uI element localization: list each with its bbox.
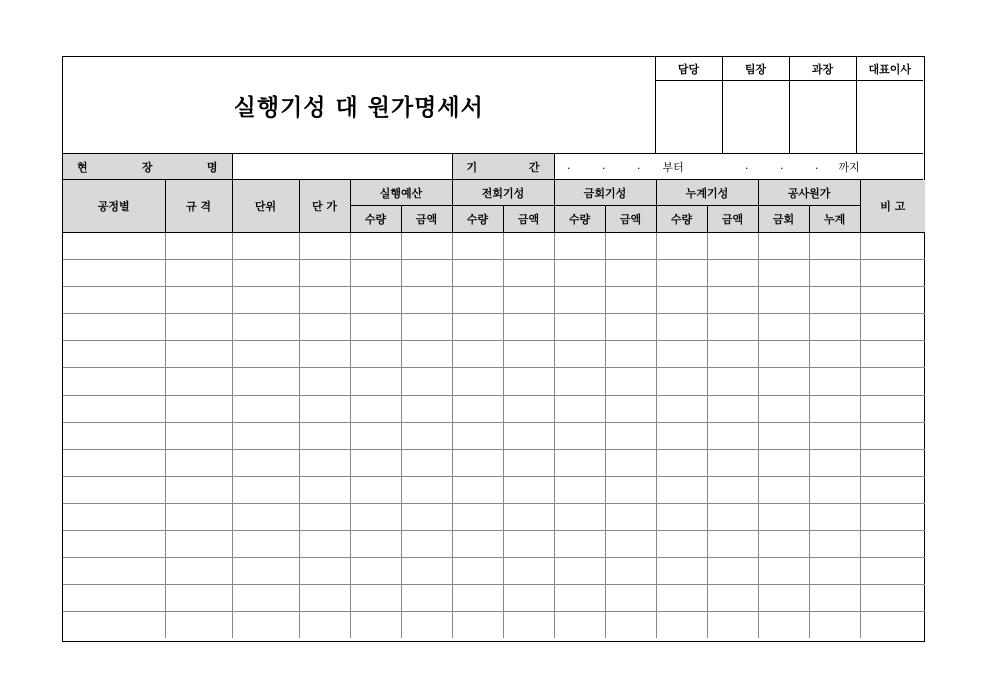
table-cell[interactable] bbox=[452, 395, 503, 422]
col-unit-price: 단 가 bbox=[299, 180, 350, 233]
table-cell[interactable] bbox=[860, 531, 925, 558]
table-cell[interactable] bbox=[165, 314, 232, 341]
table-cell[interactable] bbox=[299, 260, 350, 287]
cost-statement-sheet bbox=[62, 56, 925, 642]
table-cell[interactable] bbox=[165, 233, 232, 260]
table-cell[interactable] bbox=[758, 476, 809, 503]
table-cell[interactable] bbox=[232, 233, 299, 260]
approval-label-section-chief: 과장 bbox=[789, 57, 856, 81]
table-row bbox=[63, 341, 925, 368]
table-cell[interactable] bbox=[452, 476, 503, 503]
table-cell[interactable] bbox=[63, 531, 165, 558]
table-cell[interactable] bbox=[809, 368, 860, 395]
table-cell[interactable] bbox=[350, 612, 401, 639]
table-cell[interactable] bbox=[401, 368, 452, 395]
period-label: 기 간 bbox=[452, 154, 554, 180]
site-name-field[interactable] bbox=[232, 154, 452, 180]
table-cell[interactable] bbox=[605, 233, 656, 260]
sub-qty: 수량 bbox=[554, 206, 605, 233]
group-previous-progress: 전회기성 bbox=[452, 180, 554, 206]
table-cell[interactable] bbox=[605, 287, 656, 314]
sub-amount: 금액 bbox=[401, 206, 452, 233]
table-cell[interactable] bbox=[165, 503, 232, 530]
table-cell[interactable] bbox=[656, 503, 707, 530]
sub-qty: 수량 bbox=[452, 206, 503, 233]
table-cell[interactable] bbox=[63, 260, 165, 287]
table-cell[interactable] bbox=[452, 531, 503, 558]
table-cell[interactable] bbox=[165, 531, 232, 558]
header-block bbox=[63, 57, 923, 153]
table-cell[interactable] bbox=[503, 476, 554, 503]
table-cell[interactable] bbox=[401, 476, 452, 503]
cost-grid bbox=[63, 180, 925, 638]
sub-cost-current: 금회 bbox=[758, 206, 809, 233]
table-row bbox=[63, 233, 925, 260]
table-cell[interactable] bbox=[707, 422, 758, 449]
table-cell[interactable] bbox=[503, 422, 554, 449]
table-cell[interactable] bbox=[758, 558, 809, 585]
table-cell[interactable] bbox=[299, 395, 350, 422]
table-cell[interactable] bbox=[401, 395, 452, 422]
table-cell[interactable] bbox=[758, 531, 809, 558]
table-cell[interactable] bbox=[503, 287, 554, 314]
site-name-label: 현 장 명 bbox=[63, 154, 232, 180]
table-cell[interactable] bbox=[809, 585, 860, 612]
table-cell[interactable] bbox=[707, 314, 758, 341]
table-row bbox=[63, 314, 925, 341]
table-cell[interactable] bbox=[452, 585, 503, 612]
table-cell[interactable] bbox=[758, 314, 809, 341]
table-cell[interactable] bbox=[809, 422, 860, 449]
table-cell[interactable] bbox=[656, 449, 707, 476]
table-cell[interactable] bbox=[401, 585, 452, 612]
table-cell[interactable] bbox=[809, 531, 860, 558]
table-cell[interactable] bbox=[401, 531, 452, 558]
table-cell[interactable] bbox=[232, 422, 299, 449]
table-cell[interactable] bbox=[707, 368, 758, 395]
table-cell[interactable] bbox=[554, 287, 605, 314]
table-cell[interactable] bbox=[232, 531, 299, 558]
col-unit: 단위 bbox=[232, 180, 299, 233]
table-cell[interactable] bbox=[860, 287, 925, 314]
table-cell[interactable] bbox=[860, 314, 925, 341]
table-cell[interactable] bbox=[63, 476, 165, 503]
table-row bbox=[63, 395, 925, 422]
sub-amount: 금액 bbox=[605, 206, 656, 233]
table-cell[interactable] bbox=[809, 341, 860, 368]
table-cell[interactable] bbox=[452, 449, 503, 476]
table-cell[interactable] bbox=[401, 233, 452, 260]
table-cell[interactable] bbox=[299, 612, 350, 639]
table-cell[interactable] bbox=[554, 368, 605, 395]
table-cell[interactable] bbox=[707, 612, 758, 639]
table-cell[interactable] bbox=[758, 449, 809, 476]
table-cell[interactable] bbox=[452, 287, 503, 314]
table-cell[interactable] bbox=[860, 476, 925, 503]
table-cell[interactable] bbox=[656, 585, 707, 612]
table-cell[interactable] bbox=[63, 314, 165, 341]
table-cell[interactable] bbox=[503, 449, 554, 476]
approval-sign-manager[interactable] bbox=[655, 81, 722, 153]
table-cell[interactable] bbox=[299, 341, 350, 368]
table-cell[interactable] bbox=[299, 368, 350, 395]
table-cell[interactable] bbox=[350, 558, 401, 585]
table-cell[interactable] bbox=[401, 260, 452, 287]
table-cell[interactable] bbox=[165, 612, 232, 639]
table-cell[interactable] bbox=[350, 287, 401, 314]
table-cell[interactable] bbox=[232, 341, 299, 368]
table-cell[interactable] bbox=[503, 612, 554, 639]
table-cell[interactable] bbox=[758, 422, 809, 449]
col-spec: 규 격 bbox=[165, 180, 232, 233]
table-cell[interactable] bbox=[758, 585, 809, 612]
table-cell[interactable] bbox=[350, 233, 401, 260]
sub-qty: 수량 bbox=[656, 206, 707, 233]
table-cell[interactable] bbox=[299, 476, 350, 503]
approval-label-ceo: 대표이사 bbox=[856, 57, 923, 81]
table-cell[interactable] bbox=[503, 558, 554, 585]
table-cell[interactable] bbox=[809, 612, 860, 639]
table-cell[interactable] bbox=[452, 558, 503, 585]
table-cell[interactable] bbox=[860, 341, 925, 368]
table-cell[interactable] bbox=[401, 503, 452, 530]
table-cell[interactable] bbox=[452, 341, 503, 368]
table-cell[interactable] bbox=[63, 422, 165, 449]
table-cell[interactable] bbox=[503, 260, 554, 287]
table-cell[interactable] bbox=[63, 585, 165, 612]
table-cell[interactable] bbox=[605, 314, 656, 341]
table-cell[interactable] bbox=[232, 585, 299, 612]
table-cell[interactable] bbox=[63, 233, 165, 260]
table-cell[interactable] bbox=[299, 233, 350, 260]
table-row bbox=[63, 531, 925, 558]
table-row bbox=[63, 287, 925, 314]
table-cell[interactable] bbox=[350, 531, 401, 558]
table-cell[interactable] bbox=[605, 341, 656, 368]
table-cell[interactable] bbox=[165, 287, 232, 314]
table-cell[interactable] bbox=[452, 612, 503, 639]
sub-cost-total: 누계 bbox=[809, 206, 860, 233]
table-cell[interactable] bbox=[656, 558, 707, 585]
table-cell[interactable] bbox=[401, 612, 452, 639]
table-cell[interactable] bbox=[350, 341, 401, 368]
sub-amount: 금액 bbox=[503, 206, 554, 233]
table-cell[interactable] bbox=[503, 585, 554, 612]
table-row bbox=[63, 558, 925, 585]
table-row bbox=[63, 476, 925, 503]
table-cell[interactable] bbox=[656, 612, 707, 639]
table-cell[interactable] bbox=[605, 260, 656, 287]
table-row bbox=[63, 612, 925, 639]
approval-sign-ceo[interactable] bbox=[856, 81, 923, 153]
approval-sign-team-lead[interactable] bbox=[722, 81, 789, 153]
table-cell[interactable] bbox=[707, 233, 758, 260]
table-cell[interactable] bbox=[860, 233, 925, 260]
table-cell[interactable] bbox=[63, 287, 165, 314]
table-cell[interactable] bbox=[232, 558, 299, 585]
table-cell[interactable] bbox=[165, 368, 232, 395]
table-row bbox=[63, 585, 925, 612]
table-cell[interactable] bbox=[605, 612, 656, 639]
table-cell[interactable] bbox=[554, 449, 605, 476]
approval-label-manager: 담당 bbox=[655, 57, 722, 81]
table-cell[interactable] bbox=[299, 531, 350, 558]
table-cell[interactable] bbox=[656, 287, 707, 314]
table-cell[interactable] bbox=[401, 422, 452, 449]
period-from-text: 부터 bbox=[662, 160, 684, 174]
table-cell[interactable] bbox=[860, 395, 925, 422]
table-cell[interactable] bbox=[707, 503, 758, 530]
table-cell[interactable] bbox=[554, 233, 605, 260]
table-cell[interactable] bbox=[707, 260, 758, 287]
table-cell[interactable] bbox=[758, 287, 809, 314]
table-cell[interactable] bbox=[232, 314, 299, 341]
table-cell[interactable] bbox=[707, 395, 758, 422]
table-cell[interactable] bbox=[809, 449, 860, 476]
table-cell[interactable] bbox=[299, 558, 350, 585]
table-cell[interactable] bbox=[350, 449, 401, 476]
table-cell[interactable] bbox=[350, 476, 401, 503]
table-cell[interactable] bbox=[350, 314, 401, 341]
table-cell[interactable] bbox=[350, 260, 401, 287]
table-cell[interactable] bbox=[232, 449, 299, 476]
table-cell[interactable] bbox=[860, 612, 925, 639]
table-cell[interactable] bbox=[299, 314, 350, 341]
table-cell[interactable] bbox=[299, 449, 350, 476]
table-cell[interactable] bbox=[232, 476, 299, 503]
table-cell[interactable] bbox=[554, 531, 605, 558]
table-cell[interactable] bbox=[554, 476, 605, 503]
table-cell[interactable] bbox=[554, 558, 605, 585]
table-cell[interactable] bbox=[452, 314, 503, 341]
table-cell[interactable] bbox=[605, 558, 656, 585]
table-cell[interactable] bbox=[503, 395, 554, 422]
group-execution-budget: 실행예산 bbox=[350, 180, 452, 206]
table-cell[interactable] bbox=[605, 395, 656, 422]
table-cell[interactable] bbox=[656, 422, 707, 449]
table-cell[interactable] bbox=[605, 368, 656, 395]
table-cell[interactable] bbox=[656, 233, 707, 260]
col-remarks: 비 고 bbox=[860, 180, 925, 233]
table-cell[interactable] bbox=[299, 503, 350, 530]
table-cell[interactable] bbox=[860, 368, 925, 395]
table-cell[interactable] bbox=[656, 341, 707, 368]
table-cell[interactable] bbox=[554, 422, 605, 449]
site-info-row bbox=[63, 153, 923, 180]
table-cell[interactable] bbox=[401, 341, 452, 368]
table-row bbox=[63, 503, 925, 530]
document-title: 실행기성 대 원가명세서 bbox=[63, 57, 655, 153]
table-cell[interactable] bbox=[232, 503, 299, 530]
table-cell[interactable] bbox=[350, 368, 401, 395]
table-cell[interactable] bbox=[401, 449, 452, 476]
table-cell[interactable] bbox=[299, 585, 350, 612]
table-cell[interactable] bbox=[707, 585, 758, 612]
table-cell[interactable] bbox=[232, 612, 299, 639]
table-cell[interactable] bbox=[232, 287, 299, 314]
group-current-progress: 금회기성 bbox=[554, 180, 656, 206]
table-cell[interactable] bbox=[63, 612, 165, 639]
table-cell[interactable] bbox=[503, 531, 554, 558]
table-cell[interactable] bbox=[554, 260, 605, 287]
table-cell[interactable] bbox=[809, 287, 860, 314]
table-cell[interactable] bbox=[656, 260, 707, 287]
sub-qty: 수량 bbox=[350, 206, 401, 233]
table-cell[interactable] bbox=[503, 503, 554, 530]
table-row bbox=[63, 368, 925, 395]
table-cell[interactable] bbox=[350, 503, 401, 530]
table-cell[interactable] bbox=[503, 368, 554, 395]
table-cell[interactable] bbox=[554, 395, 605, 422]
table-cell[interactable] bbox=[232, 260, 299, 287]
table-cell[interactable] bbox=[809, 233, 860, 260]
table-cell[interactable] bbox=[605, 476, 656, 503]
table-cell[interactable] bbox=[554, 503, 605, 530]
table-cell[interactable] bbox=[554, 585, 605, 612]
table-cell[interactable] bbox=[165, 585, 232, 612]
table-cell[interactable] bbox=[350, 395, 401, 422]
table-cell[interactable] bbox=[63, 395, 165, 422]
table-cell[interactable] bbox=[554, 341, 605, 368]
table-cell[interactable] bbox=[165, 476, 232, 503]
table-cell[interactable] bbox=[63, 449, 165, 476]
table-cell[interactable] bbox=[350, 422, 401, 449]
table-cell[interactable] bbox=[165, 422, 232, 449]
table-cell[interactable] bbox=[809, 558, 860, 585]
approval-label-team-lead: 팀장 bbox=[722, 57, 789, 81]
sub-amount: 금액 bbox=[707, 206, 758, 233]
table-cell[interactable] bbox=[452, 368, 503, 395]
table-cell[interactable] bbox=[232, 395, 299, 422]
table-cell[interactable] bbox=[809, 260, 860, 287]
table-cell[interactable] bbox=[707, 531, 758, 558]
table-cell[interactable] bbox=[605, 585, 656, 612]
table-cell[interactable] bbox=[452, 503, 503, 530]
group-construction-cost: 공사원가 bbox=[758, 180, 860, 206]
table-cell[interactable] bbox=[758, 503, 809, 530]
table-cell[interactable] bbox=[809, 503, 860, 530]
approval-sign-section-chief[interactable] bbox=[789, 81, 856, 153]
table-cell[interactable] bbox=[63, 368, 165, 395]
table-cell[interactable] bbox=[401, 314, 452, 341]
table-cell[interactable] bbox=[401, 558, 452, 585]
group-cumulative-progress: 누계기성 bbox=[656, 180, 758, 206]
table-cell[interactable] bbox=[758, 341, 809, 368]
table-cell[interactable] bbox=[63, 341, 165, 368]
table-cell[interactable] bbox=[656, 314, 707, 341]
table-cell[interactable] bbox=[707, 558, 758, 585]
table-cell[interactable] bbox=[503, 341, 554, 368]
table-cell[interactable] bbox=[165, 260, 232, 287]
table-cell[interactable] bbox=[656, 476, 707, 503]
col-process: 공정별 bbox=[63, 180, 165, 233]
table-cell[interactable] bbox=[860, 260, 925, 287]
table-cell[interactable] bbox=[758, 233, 809, 260]
table-row bbox=[63, 422, 925, 449]
table-cell[interactable] bbox=[758, 368, 809, 395]
table-cell[interactable] bbox=[860, 422, 925, 449]
table-cell[interactable] bbox=[165, 395, 232, 422]
period-end-date: . . . bbox=[745, 158, 833, 172]
table-cell[interactable] bbox=[860, 558, 925, 585]
table-cell[interactable] bbox=[656, 395, 707, 422]
table-cell[interactable] bbox=[232, 368, 299, 395]
table-cell[interactable] bbox=[860, 503, 925, 530]
period-field[interactable] bbox=[554, 154, 923, 180]
table-cell[interactable] bbox=[758, 395, 809, 422]
table-cell[interactable] bbox=[165, 341, 232, 368]
table-cell[interactable] bbox=[299, 287, 350, 314]
table-row bbox=[63, 449, 925, 476]
table-cell[interactable] bbox=[809, 314, 860, 341]
table-cell[interactable] bbox=[503, 314, 554, 341]
table-cell[interactable] bbox=[452, 233, 503, 260]
table-cell[interactable] bbox=[707, 341, 758, 368]
table-cell[interactable] bbox=[860, 449, 925, 476]
table-cell[interactable] bbox=[63, 503, 165, 530]
table-cell[interactable] bbox=[605, 422, 656, 449]
table-cell[interactable] bbox=[758, 260, 809, 287]
table-cell[interactable] bbox=[452, 422, 503, 449]
table-cell[interactable] bbox=[707, 449, 758, 476]
table-cell[interactable] bbox=[707, 476, 758, 503]
table-cell[interactable] bbox=[809, 395, 860, 422]
table-cell[interactable] bbox=[554, 314, 605, 341]
table-cell[interactable] bbox=[605, 531, 656, 558]
table-row bbox=[63, 260, 925, 287]
period-until-text: 까지 bbox=[838, 160, 860, 174]
period-start-date: . . . bbox=[567, 158, 655, 172]
table-cell[interactable] bbox=[63, 558, 165, 585]
table-cell[interactable] bbox=[452, 260, 503, 287]
table-cell[interactable] bbox=[605, 503, 656, 530]
table-cell[interactable] bbox=[554, 612, 605, 639]
table-cell[interactable] bbox=[350, 585, 401, 612]
table-cell[interactable] bbox=[656, 531, 707, 558]
table-cell[interactable] bbox=[165, 558, 232, 585]
table-cell[interactable] bbox=[860, 585, 925, 612]
table-cell[interactable] bbox=[503, 233, 554, 260]
table-cell[interactable] bbox=[656, 368, 707, 395]
table-cell[interactable] bbox=[165, 449, 232, 476]
table-cell[interactable] bbox=[605, 449, 656, 476]
table-cell[interactable] bbox=[707, 287, 758, 314]
table-cell[interactable] bbox=[809, 476, 860, 503]
table-cell[interactable] bbox=[758, 612, 809, 639]
table-cell[interactable] bbox=[299, 422, 350, 449]
table-cell[interactable] bbox=[401, 287, 452, 314]
